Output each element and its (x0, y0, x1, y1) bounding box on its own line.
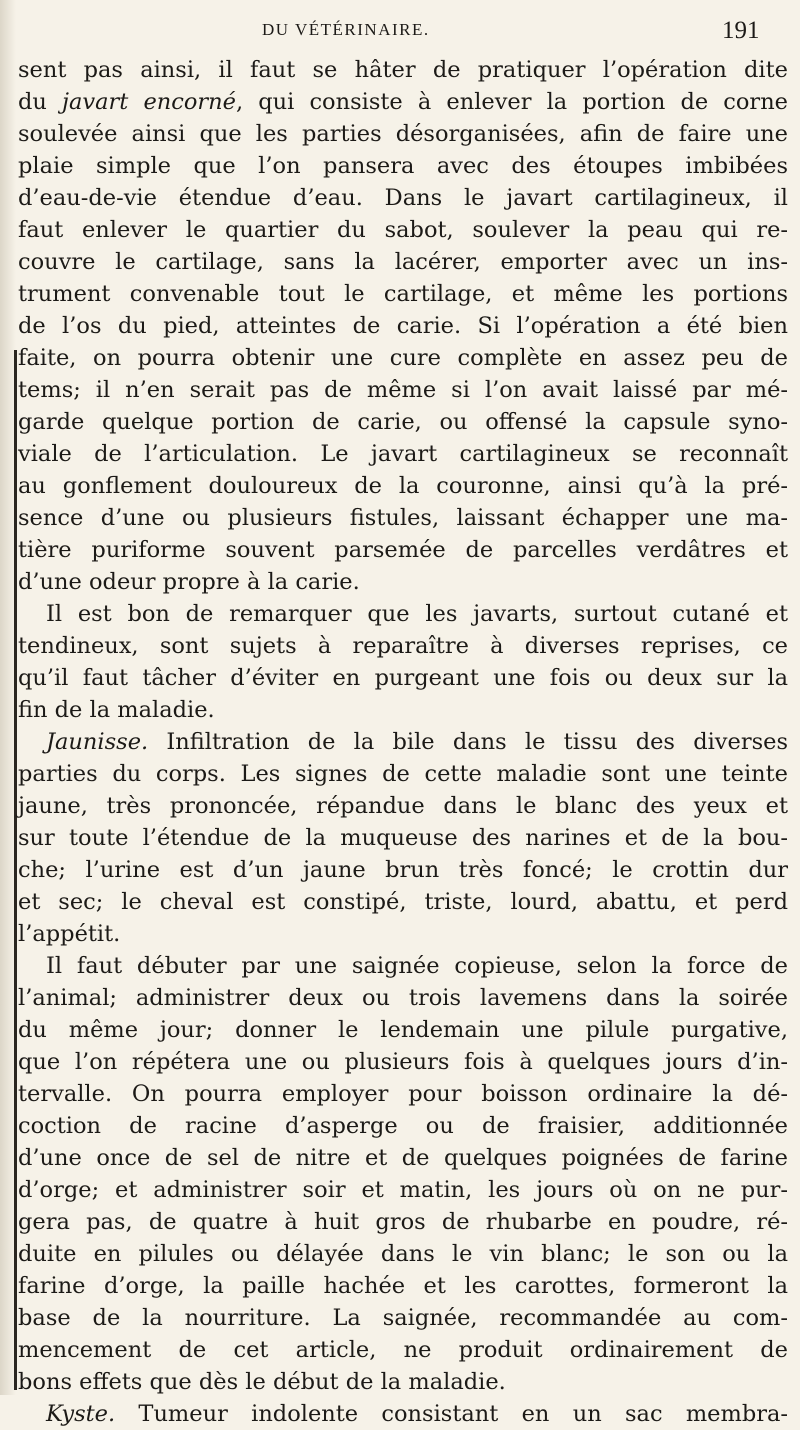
line-text: Il est bon de remarquer que les javarts, surtout cutané et (46, 601, 788, 627)
line-text: d’une odeur propre à la carie. (18, 569, 360, 595)
line-text: viale de l’articulation. Le javart cartilagineux se reconnaît (18, 441, 788, 467)
line-text: au gonflement douloureux de la couronne, ainsi qu’à la pré- (18, 473, 788, 499)
line-text: de l’os du pied, atteintes de carie. Si l’opération a été bien (18, 313, 788, 339)
text-line (18, 886, 788, 918)
text-line (18, 1366, 788, 1398)
page-number: 191 (722, 17, 760, 44)
line-text: et sec; le cheval est constipé, triste, lourd, abattu, et perd (18, 889, 788, 915)
line-text: garde quelque portion de carie, ou offensé la capsule syno- (18, 409, 788, 435)
text-line (18, 918, 788, 950)
text-line (18, 598, 788, 630)
text-line (18, 406, 788, 438)
line-text-rest: , qui consiste à enlever la portion de corne (235, 89, 788, 115)
line-text: d’eau-de-vie étendue d’eau. Dans le javart cartilagineux, il (18, 185, 788, 211)
text-line (18, 662, 788, 694)
text-line (18, 278, 788, 310)
text-line (18, 1142, 788, 1174)
line-text: parties du corps. Les signes de cette maladie sont une teinte (18, 761, 788, 787)
text-line (18, 1174, 788, 1206)
text-line (18, 214, 788, 246)
line-text: couvre le cartilage, sans la lacérer, emporter avec un ins- (18, 249, 788, 275)
text-line (18, 982, 788, 1014)
text-line (18, 1238, 788, 1270)
text-line (18, 86, 788, 118)
text-line (18, 1270, 788, 1302)
line-text: soulevée ainsi que les parties désorganisées, afin de faire une (18, 121, 788, 147)
text-line (18, 1046, 788, 1078)
line-text: fin de la maladie. (18, 697, 215, 723)
italic-term: Jaunisse. (46, 729, 149, 755)
line-text: faite, on pourra obtenir une cure complète en assez peu de (18, 345, 788, 371)
text-line (18, 1014, 788, 1046)
line-text: l’animal; administrer deux ou trois lavemens dans la soirée (18, 985, 788, 1011)
text-line (18, 502, 788, 534)
line-text: gera pas, de quatre à huit gros de rhubarbe en poudre, ré- (18, 1209, 788, 1235)
line-text: mencement de cet article, ne produit ordinairement de (18, 1337, 788, 1363)
line-text: qu’il faut tâcher d’éviter en purgeant une fois ou deux sur la (18, 665, 788, 691)
line-text: faut enlever le quartier du sabot, soulever la peau qui re- (18, 217, 788, 243)
line-text: coction de racine d’asperge ou de fraisier, additionnée (18, 1113, 788, 1139)
body-text (18, 54, 788, 1430)
line-text: base de la nourriture. La saignée, recommandée au com- (18, 1305, 788, 1331)
line-text: duite en pilules ou délayée dans le vin blanc; le son ou la (18, 1241, 788, 1267)
text-line (18, 150, 788, 182)
text-line (18, 534, 788, 566)
text-line (18, 310, 788, 342)
text-line (18, 950, 788, 982)
text-line (18, 630, 788, 662)
line-text: farine d’orge, la paille hachée et les carottes, formeront la (18, 1273, 788, 1299)
text-line (18, 790, 788, 822)
line-text: du même jour; donner le lendemain une pilule purgative, (18, 1017, 788, 1043)
text-line (18, 1078, 788, 1110)
line-text-rest: Tumeur indolente consistant en un sac membra- (115, 1401, 788, 1427)
line-text: plaie simple que l’on pansera avec des étoupes imbibées (18, 153, 788, 179)
line-text: bons effets que dès le début de la maladie. (18, 1369, 506, 1395)
line-text: d’une once de sel de nitre et de quelques poignées de farine (18, 1145, 788, 1171)
text-line (18, 726, 788, 758)
line-text: l’appétit. (18, 921, 121, 947)
line-text: que l’on répétera une ou plusieurs fois à quelques jours d’in- (18, 1049, 788, 1075)
line-text: tems; il n’en serait pas de même si l’on avait laissé par mé- (18, 377, 788, 403)
text-line (18, 470, 788, 502)
line-text: sence d’une ou plusieurs fistules, laissant échapper une ma- (18, 505, 788, 531)
text-line (18, 1398, 788, 1430)
binding-edge (14, 350, 17, 1390)
text-line (18, 758, 788, 790)
line-text: sur toute l’étendue de la muqueuse des narines et de la bou- (18, 825, 788, 851)
text-line (18, 374, 788, 406)
line-text: du (18, 89, 63, 115)
line-text: tervalle. On pourra employer pour boisson ordinaire la dé- (18, 1081, 788, 1107)
line-text: trument convenable tout le cartilage, et même les portions (18, 281, 788, 307)
page-header (0, 17, 800, 50)
line-text: tière puriforme souvent parsemée de parcelles verdâtres et (18, 537, 788, 563)
line-text-rest: Infiltration de la bile dans le tissu des diverses (148, 729, 788, 755)
text-line (18, 1110, 788, 1142)
text-line (18, 118, 788, 150)
line-text: tendineux, sont sujets à reparaître à diverses reprises, ce (18, 633, 788, 659)
line-text: jaune, très prononcée, répandue dans le blanc des yeux et (18, 793, 788, 819)
running-title: DU VÉTÉRINAIRE. (262, 20, 430, 39)
text-line (18, 566, 788, 598)
text-line (18, 182, 788, 214)
line-text: Il faut débuter par une saignée copieuse, selon la force de (46, 953, 788, 979)
italic-term: Kyste. (46, 1401, 116, 1427)
line-text: d’orge; et administrer soir et matin, les jours où on ne pur- (18, 1177, 788, 1203)
text-line (18, 54, 788, 86)
text-line (18, 854, 788, 886)
italic-term: javart encorné (62, 89, 236, 115)
text-line (18, 1302, 788, 1334)
text-line (18, 246, 788, 278)
text-line (18, 438, 788, 470)
line-text: sent pas ainsi, il faut se hâter de pratiquer l’opération dite (18, 57, 788, 83)
text-line (18, 1334, 788, 1366)
text-line (18, 694, 788, 726)
text-line (18, 1206, 788, 1238)
text-line (18, 822, 788, 854)
text-line (18, 342, 788, 374)
line-text: che; l’urine est d’un jaune brun très foncé; le crottin dur (18, 857, 788, 883)
